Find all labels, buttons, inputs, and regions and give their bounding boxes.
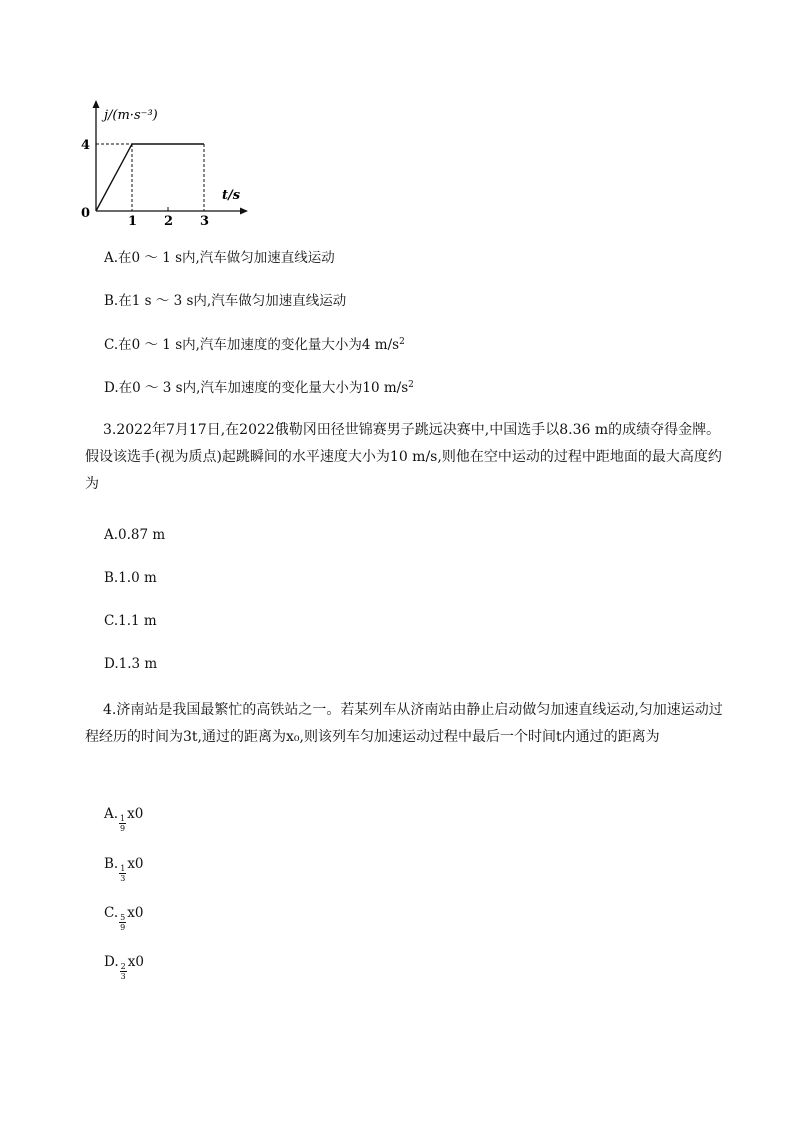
x-axis-label: t/s [222,188,241,203]
q4-option-b [104,856,144,883]
q4-option-c-den: 9 [120,923,126,932]
jerk-time-graph [70,95,260,230]
q2-option-d [104,376,414,396]
y-tick-label-4: 4 [81,138,91,153]
q4-option-b-var: x0 [127,856,144,872]
q3-option-d: D.1.3 m [104,656,158,672]
q3-stem [85,417,725,498]
q4-option-d-prefix: D. [104,954,119,970]
q4-option-c-var: x0 [127,905,144,921]
q4-stem-text: 4.济南站是我国最繁忙的高铁站之一。若某列车从济南站由静止启动做匀加速直线运动,匀加速运动过程经历的时间为3t,通过的距离为x₀,则该列车匀加速运动过程中最后一个时间t内通过的距离为 [85,702,723,745]
q2-option-d-text: D.在0 ～ 3 s内,汽车加速度的变化量大小为10 m/s [104,380,409,396]
q4-option-c-fraction [119,913,126,932]
q4-option-d [104,954,144,981]
series-line [96,144,204,211]
origin-label: 0 [81,206,91,221]
x-tick-label-3: 3 [200,214,210,229]
q4-option-b-fraction [119,864,126,883]
q2-option-c-text: C.在0 ～ 1 s内,汽车加速度的变化量大小为4 m/s [104,337,400,353]
y-axis-label: j/(m·s⁻³) [104,108,158,123]
q4-option-a-prefix: A. [104,806,119,822]
q4-stem [85,697,725,751]
q3-option-a: A.0.87 m [104,527,166,543]
y-axis-arrow [93,100,100,108]
q4-option-a-fraction [119,814,126,833]
q4-option-b-num: 1 [120,864,126,873]
q2-option-c-exp: 2 [399,337,405,347]
x-tick-label-1: 1 [128,214,138,229]
q4-option-d-var: x0 [127,954,144,970]
q2-option-b: B.在1 s ～ 3 s内,汽车做匀加速直线运动 [104,293,347,309]
q4-option-c-num: 5 [120,913,126,922]
x-tick-label-2: 2 [164,214,174,229]
q4-option-b-prefix: B. [104,856,119,872]
q3-option-c: C.1.1 m [104,613,157,629]
q4-option-a-den: 9 [120,824,126,833]
q4-option-c-prefix: C. [104,905,119,921]
q4-option-b-den: 3 [120,874,126,883]
q2-option-c [104,333,405,353]
q2-option-d-exp: 2 [408,380,414,390]
x-axis-arrow [240,208,248,215]
q4-option-d-den: 3 [120,972,126,981]
q3-option-b: B.1.0 m [104,570,157,586]
q4-option-d-num: 2 [120,962,126,971]
q4-option-a-num: 1 [120,814,126,823]
q4-option-a-var: x0 [127,806,144,822]
q3-stem-text: 3.2022年7月17日,在2022俄勒冈田径世锦赛男子跳远决赛中,中国选手以8.36 m的成绩夺得金牌。假设该选手(视为质点)起跳瞬间的水平速度大小为10 m/s,则他在空中运动的过程中距地面的最大高度约为 [85,422,722,492]
q2-option-a: A.在0 ～ 1 s内,汽车做匀加速直线运动 [104,250,335,266]
q4-option-a [104,806,143,833]
q4-option-c [104,905,143,932]
q4-option-d-fraction [120,962,127,981]
